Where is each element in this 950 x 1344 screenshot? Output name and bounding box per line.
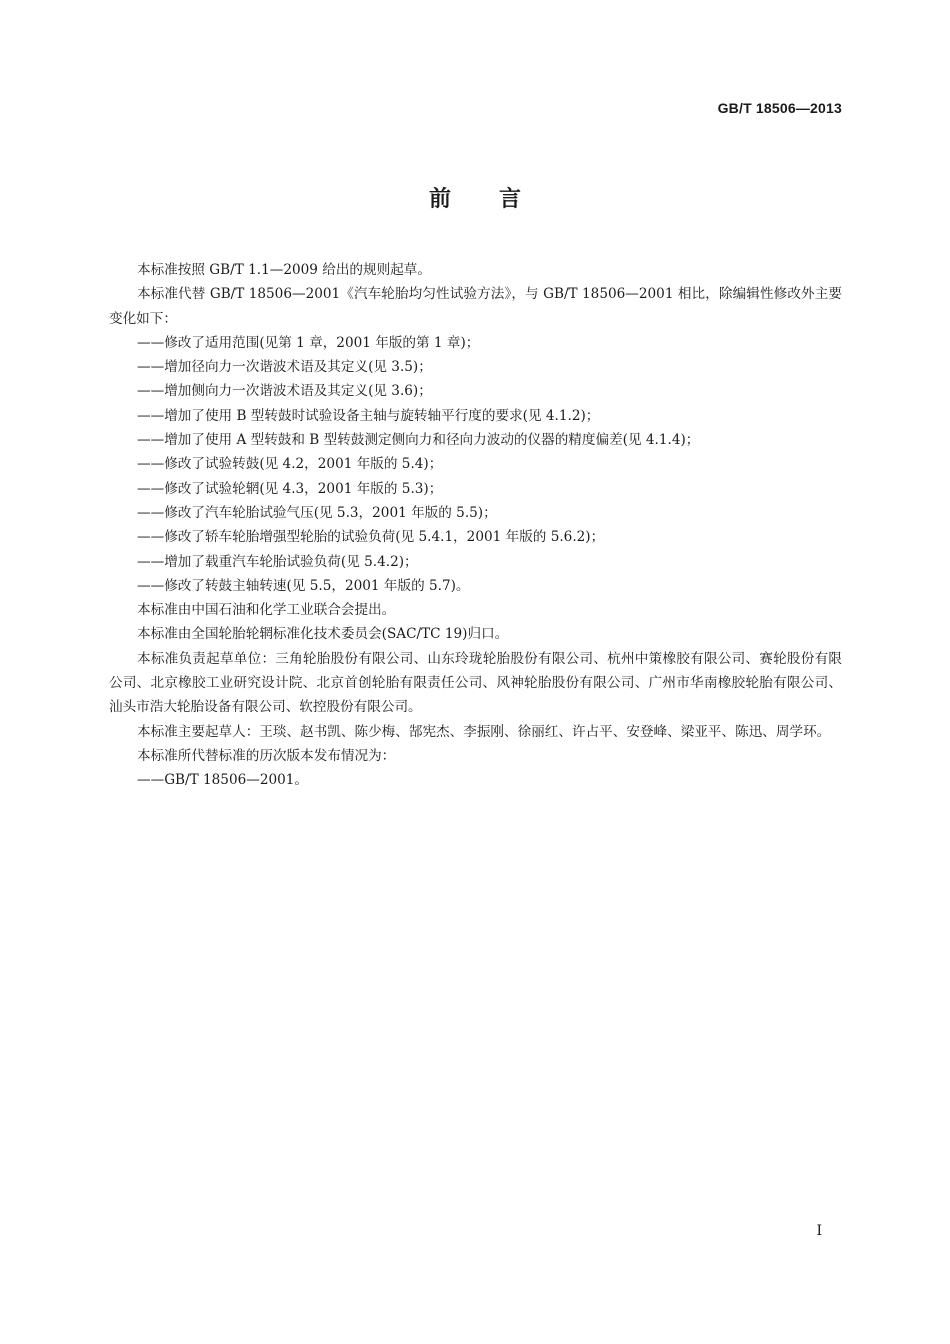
change-item: ——增加了使用 A 型转鼓和 B 型转鼓测定侧向力和径向力波动的仪器的精度偏差(见 4.1.4)； <box>137 432 700 449</box>
change-item: ——修改了汽车轮胎试验气压(见 5.3，2001 年版的 5.5)； <box>137 504 497 521</box>
paragraph: 本标准代替 GB/T 18506—2001《汽车轮胎均匀性试验方法》，与 GB/T 18506—2001 相比，除编辑性修改外主要变化如下： <box>109 286 842 327</box>
paragraph: 本标准主要起草人：王琰、赵书凯、陈少梅、郜宪杰、李振刚、徐丽红、许占平、安登峰、梁亚平、陈迅、周学环。 <box>137 723 831 740</box>
change-item: ——增加侧向力一次谐波术语及其定义(见 3.6)； <box>137 383 432 400</box>
page-title: 前言 <box>428 187 569 212</box>
change-item: ——修改了适用范围(见第 1 章，2001 年版的第 1 章)； <box>137 334 480 351</box>
change-item: ——增加径向力一次谐波术语及其定义(见 3.5)； <box>137 359 432 376</box>
change-item: ——增加了载重汽车轮胎试验负荷(见 5.4.2)； <box>137 553 418 570</box>
change-item: ——修改了试验轮辋(见 4.3，2001 年版的 5.3)； <box>137 480 443 497</box>
paragraph: 本标准负责起草单位：三角轮胎股份有限公司、山东玲珑轮胎股份有限公司、杭州中策橡胶有限公司、赛轮股份有限公司、北京橡胶工业研究设计院、北京首创轮胎有限责任公司、风神轮胎股份有限公司、广州市华南橡胶轮胎有限公司、汕头市浩大轮胎设备有限公司、软控股份有限公司。 <box>109 650 842 716</box>
page-number: I <box>816 1223 822 1239</box>
history-item: ——GB/T 18506—2001。 <box>137 772 309 789</box>
paragraph: 本标准由全国轮胎轮辋标准化技术委员会(SAC/TC 19)归口。 <box>137 626 509 643</box>
standard-number: GB/T 18506—2013 <box>717 100 842 116</box>
paragraph: 本标准所代替标准的历次版本发布情况为： <box>137 747 396 764</box>
paragraph: 本标准由中国石油和化学工业联合会提出。 <box>137 602 396 619</box>
change-item: ——修改了试验转鼓(见 4.2，2001 年版的 5.4)； <box>137 456 443 473</box>
change-item: ——增加了使用 B 型转鼓时试验设备主轴与旋转轴平行度的要求(见 4.1.2)； <box>137 407 600 424</box>
foreword-body <box>109 258 842 793</box>
change-item: ——修改了转鼓主轴转速(见 5.5，2001 年版的 5.7)。 <box>137 577 470 594</box>
change-item: ——修改了轿车轮胎增强型轮胎的试验负荷(见 5.4.1，2001 年版的 5.6.2)； <box>137 529 605 546</box>
paragraph: 本标准按照 GB/T 1.1—2009 给出的规则起草。 <box>137 262 431 278</box>
